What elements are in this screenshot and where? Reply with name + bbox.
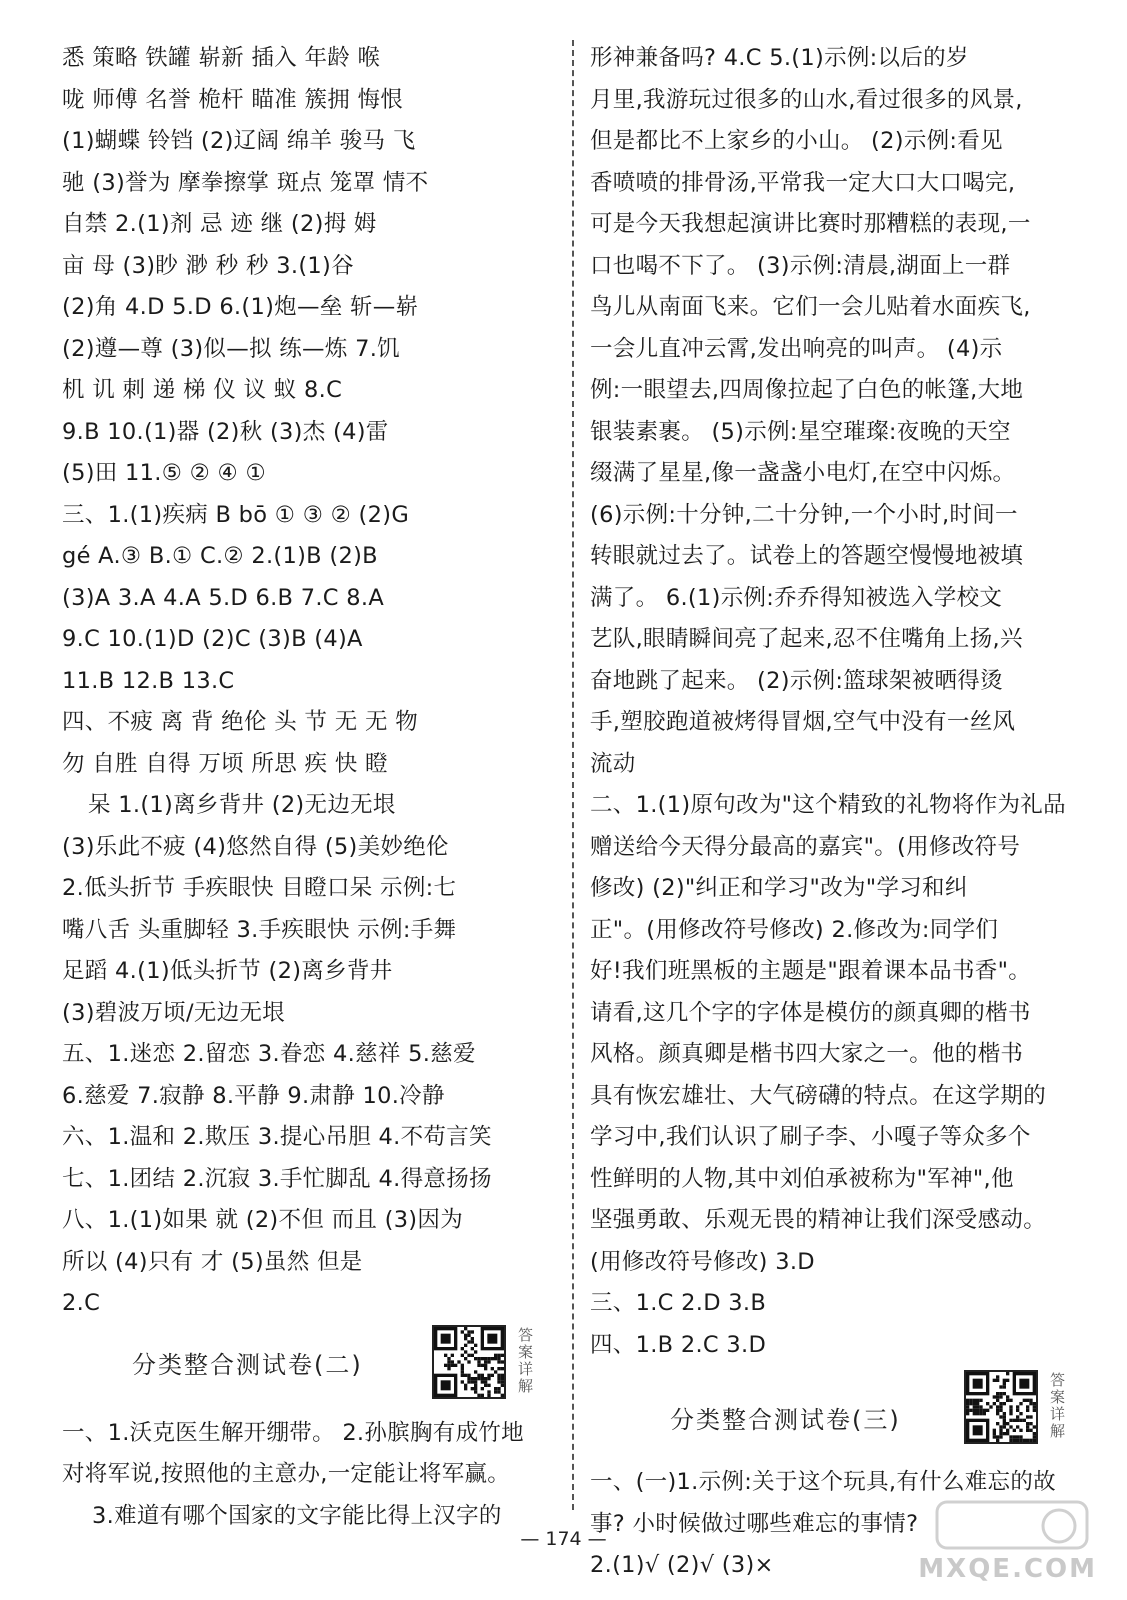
answer-line: 口也喝不下了。 (3)示例:清晨,湖面上一群 — [590, 252, 1011, 279]
answer-line: 11.B 12.B 13.C — [62, 667, 235, 694]
answer-line: 三、1.C 2.D 3.B — [590, 1290, 767, 1316]
column-divider — [572, 40, 574, 1510]
answer-line: 坚强勇敢、乐观无畏的精神让我们深受感动。 — [590, 1207, 1047, 1233]
left-column — [62, 38, 554, 1537]
answer-line: 6.慈爱 7.寂静 8.平静 9.肃静 10.冷静 — [62, 1082, 445, 1109]
qr-caption: 答案详解 — [1050, 1371, 1066, 1440]
answer-line: (6)示例:十分钟,二十分钟,一个小时,时间一 — [590, 501, 1018, 528]
answer-line: (1)蝴蝶 铃铛 (2)辽阔 绵羊 骏马 飞 — [62, 128, 416, 154]
answer-line: 嘴八舌 头重脚轻 3.手疾眼快 示例:手舞 — [62, 916, 457, 943]
answer-line: 好!我们班黑板的主题是"跟着课本品书香"。 — [590, 958, 1032, 984]
answer-line: (2)遵—尊 (3)似—拟 练—炼 7.饥 — [62, 335, 400, 362]
answer-line: 艺队,眼睛瞬间亮了起来,忍不住嘴角上扬,兴 — [590, 626, 1023, 652]
answer-line: 可是今天我想起演讲比赛时那糟糕的表现,一 — [590, 211, 1031, 237]
answer-line: 流动 — [590, 750, 636, 777]
section-title: 分类整合测试卷(三) — [670, 1406, 901, 1434]
answer-line: 六、1.温和 2.欺压 3.提心吊胆 4.不苟言笑 — [62, 1124, 492, 1150]
answer-line: 一会儿直冲云霄,发出响亮的叫声。 (4)示 — [590, 335, 1003, 362]
answer-line: 四、1.B 2.C 3.D — [590, 1331, 767, 1358]
answer-line: (2)角 4.D 5.D 6.(1)炮—垒 斩—崭 — [62, 294, 419, 320]
answer-line: 亩 母 (3)眇 渺 秒 秒 3.(1)谷 — [62, 252, 354, 279]
answer-line: 呆 1.(1)离乡背井 (2)无边无垠 — [88, 792, 396, 818]
qr-caption: 答案详解 — [518, 1325, 534, 1395]
section-header — [62, 1325, 554, 1413]
answer-line: (5)田 11.⑤ ② ④ ① — [62, 460, 266, 486]
section-title: 分类整合测试卷(二) — [132, 1350, 363, 1379]
answer-line: 四、不疲 离 背 绝伦 头 节 无 无 物 — [62, 709, 419, 735]
answer-line: gé A.③ B.① C.② 2.(1)B (2)B — [62, 543, 378, 569]
answer-line: 五、1.迷恋 2.留恋 3.眷恋 4.慈祥 5.慈爱 — [62, 1041, 476, 1067]
answer-line: 手,塑胶跑道被烤得冒烟,空气中没有一丝风 — [590, 709, 1016, 735]
qr-code-icon[interactable] — [964, 1370, 1038, 1444]
answer-line: 9.C 10.(1)D (2)C (3)B (4)A — [62, 626, 363, 652]
answer-line: (3)乐此不疲 (4)悠然自得 (5)美妙绝伦 — [62, 833, 449, 860]
answer-line: 对将军说,按照他的主意办,一定能让将军赢。 — [62, 1461, 511, 1487]
answer-block — [62, 38, 554, 1325]
answer-line: 满了。 6.(1)示例:乔乔得知被选入学校文 — [590, 584, 1003, 611]
answer-line: 二、1.(1)原句改为"这个精致的礼物将作为礼品 — [590, 792, 1066, 818]
answer-line: 所以 (4)只有 才 (5)虽然 但是 — [62, 1248, 363, 1275]
answer-line: 足蹈 4.(1)低头折节 (2)离乡背井 — [62, 958, 393, 984]
answer-line: 具有恢宏雄壮、大气磅礴的特点。在这学期的 — [590, 1082, 1047, 1109]
answer-line: 自禁 2.(1)剂 忌 迹 继 (2)拇 姆 — [62, 211, 377, 237]
answer-line: 赠送给今天得分最高的嘉宾"。(用修改符号 — [590, 833, 1021, 860]
answer-line: 3.难道有哪个国家的文字能比得上汉字的 — [92, 1502, 502, 1529]
answer-line: 请看,这几个字的字体是模仿的颜真卿的楷书 — [590, 999, 1031, 1026]
answer-line: 2.C — [62, 1290, 101, 1316]
answer-line: 咙 师傅 名誉 桅杆 瞄准 簇拥 悔恨 — [62, 86, 404, 113]
answer-line: 2.(1)√ (2)√ (3)× — [590, 1552, 774, 1578]
answer-line: 正"。(用修改符号修改) 2.修改为:同学们 — [590, 916, 999, 943]
answer-line: 三、1.(1)疾病 B bō ① ③ ② (2)G — [62, 501, 410, 528]
answer-line: (用修改符号修改) 3.D — [590, 1248, 815, 1275]
answer-line: 风格。颜真卿是楷书四大家之一。他的楷书 — [590, 1041, 1024, 1067]
answer-line: 形神兼备吗? 4.C 5.(1)示例:以后的岁 — [590, 45, 969, 71]
answer-line: 银装素裹。 (5)示例:星空璀璨:夜晚的天空 — [590, 418, 1011, 445]
answer-line: 事? 小时候做过哪些难忘的事情? — [590, 1510, 919, 1537]
answer-line: 鸟儿从南面飞来。它们一会儿贴着水面疾飞, — [590, 294, 1031, 320]
answer-line: (3)碧波万顷/无边无垠 — [62, 999, 286, 1026]
answer-line: 转眼就过去了。试卷上的答题空慢慢地被填 — [590, 543, 1024, 569]
answer-line: 机 讥 刺 递 梯 仪 议 蚁 8.C — [62, 377, 343, 403]
right-column — [590, 38, 1088, 1587]
answer-line: 七、1.团结 2.沉寂 3.手忙脚乱 4.得意扬扬 — [62, 1165, 492, 1192]
answer-line: 悉 策略 铁罐 崭新 插入 年龄 喉 — [62, 45, 381, 71]
answer-block — [62, 1413, 554, 1538]
answer-line: 八、1.(1)如果 就 (2)不但 而且 (3)因为 — [62, 1207, 463, 1233]
answer-line: 2.低头折节 手疾眼快 目瞪口呆 示例:七 — [62, 875, 457, 901]
answer-line: 缀满了星星,像一盏盏小电灯,在空中闪烁。 — [590, 460, 1016, 486]
answer-line: 修改) (2)"纠正和学习"改为"学习和纠 — [590, 875, 968, 901]
answer-line: 香喷喷的排骨汤,平常我一定大口大口喝完, — [590, 169, 1016, 196]
watermark-text: MXQE.COM — [918, 1554, 1097, 1584]
answer-line: 学习中,我们认识了刷子李、小嘎子等众多个 — [590, 1124, 1031, 1150]
answer-line: 性鲜明的人物,其中刘伯承被称为"军神",他 — [590, 1165, 1014, 1192]
answer-line: 一、(一)1.示例:关于这个玩具,有什么难忘的故 — [590, 1469, 1056, 1495]
answer-line: 一、1.沃克医生解开绷带。 2.孙膑胸有成竹地 — [62, 1419, 524, 1446]
answer-line: 驰 (3)誉为 摩拳擦掌 斑点 笼罩 情不 — [62, 169, 429, 196]
answer-line: 例:一眼望去,四周像拉起了白色的帐篷,大地 — [590, 377, 1024, 403]
answer-line: 奋地跳了起来。 (2)示例:篮球架被晒得烫 — [590, 667, 1003, 694]
page-number: — 174 — — [520, 1528, 607, 1550]
answer-line: 月里,我游玩过很多的山水,看过很多的风景, — [590, 86, 1023, 113]
answer-line: 但是都比不上家乡的小山。 (2)示例:看见 — [590, 128, 1003, 154]
qr-code-icon[interactable] — [432, 1325, 506, 1399]
answer-block — [590, 38, 1088, 1366]
answer-line: (3)A 3.A 4.A 5.D 6.B 7.C 8.A — [62, 584, 385, 611]
answer-line: 9.B 10.(1)器 (2)秋 (3)杰 (4)雷 — [62, 418, 389, 445]
answer-line: 勿 自胜 自得 万顷 所思 疾 快 瞪 — [62, 750, 388, 777]
section-header — [590, 1366, 1088, 1462]
